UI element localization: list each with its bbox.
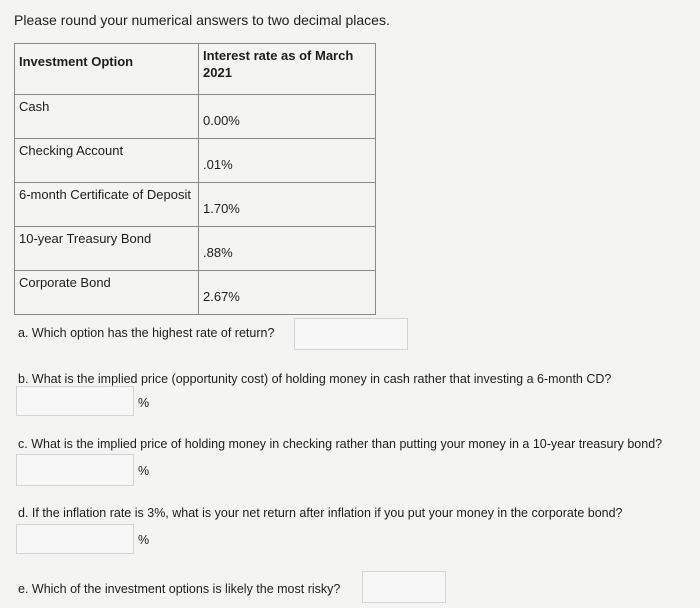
rate-value: .88% <box>203 245 233 260</box>
answer-e-input[interactable] <box>362 571 446 603</box>
table-row <box>15 139 376 183</box>
answer-c-unit: % <box>138 464 150 478</box>
rate-value: 1.70% <box>203 201 240 216</box>
investment-table <box>14 43 376 315</box>
answer-d-unit: % <box>138 533 150 547</box>
rate-cell <box>199 183 376 227</box>
rate-value: 2.67% <box>203 289 240 304</box>
table-row <box>15 183 376 227</box>
option-cell: 10-year Treasury Bond <box>15 227 199 271</box>
rate-cell <box>199 95 376 139</box>
option-cell: 6-month Certificate of Deposit <box>15 183 199 227</box>
option-cell: Cash <box>15 95 199 139</box>
question-d: d. If the inflation rate is 3%, what is your net return after inflation if you put your money in the corporate bond? <box>18 506 623 520</box>
question-c: c. What is the implied price of holding money in checking rather than putting your money in a 10-year treasury bond? <box>18 437 663 451</box>
answer-b-input[interactable] <box>16 386 134 416</box>
rate-value: 0.00% <box>203 113 240 128</box>
question-b: b. What is the implied price (opportunity cost) of holding money in cash rather that investing a 6-month CD? <box>18 372 612 386</box>
question-e: e. Which of the investment options is likely the most risky? <box>18 582 341 596</box>
question-a: a. Which option has the highest rate of return? <box>18 326 275 340</box>
rate-cell <box>199 271 376 315</box>
answer-d-input[interactable] <box>16 524 134 554</box>
answer-b-unit: % <box>138 396 150 410</box>
table-row <box>15 271 376 315</box>
table-row <box>15 227 376 271</box>
option-cell: Corporate Bond <box>15 271 199 315</box>
answer-a-input[interactable] <box>294 318 408 350</box>
table-header-row <box>15 44 376 95</box>
instructions-text: Please round your numerical answers to two decimal places. <box>14 12 390 28</box>
header-interest-rate: Interest rate as of March 2021 <box>199 44 376 95</box>
rate-cell <box>199 139 376 183</box>
rate-cell <box>199 227 376 271</box>
option-cell: Checking Account <box>15 139 199 183</box>
header-investment-option: Investment Option <box>15 44 199 95</box>
answer-c-input[interactable] <box>16 454 134 486</box>
rate-value: .01% <box>203 157 233 172</box>
table-row <box>15 95 376 139</box>
